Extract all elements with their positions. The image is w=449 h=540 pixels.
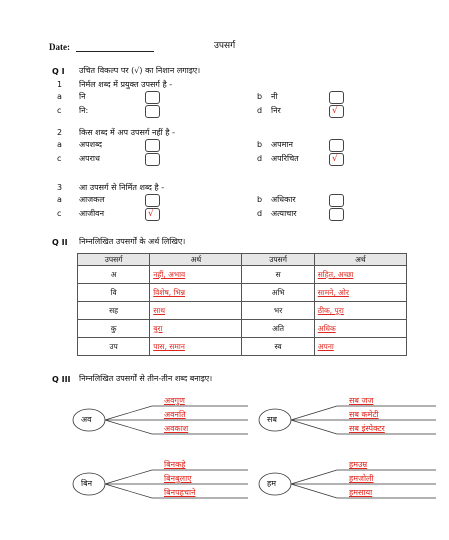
option-text: अपमान <box>271 140 293 149</box>
option-text: अपशब्द <box>79 140 103 149</box>
connector-line <box>291 420 337 434</box>
meaning-cell: नहीं, अभाव <box>150 266 242 284</box>
meaning-cell: ठीक, पूरा <box>314 302 406 320</box>
option-letter: c <box>57 209 62 218</box>
question-number: 2 <box>57 128 63 137</box>
connector-line <box>291 470 337 484</box>
prefix-cell: स्व <box>242 338 314 356</box>
prefix-cell: अति <box>242 320 314 338</box>
question-text: किस शब्द में अप उपसर्ग नहीं है - <box>79 128 175 137</box>
answer-word: सब इंस्पेक्टर <box>349 424 385 433</box>
option-text: निर <box>271 106 281 115</box>
prefix-label: अव <box>81 415 92 424</box>
prefix-cell: स <box>242 266 314 284</box>
answer-word: बिनपहचाने <box>164 488 196 497</box>
question-text: निर्मल शब्द में प्रयुक्त उपसर्ग है - <box>79 80 173 89</box>
prefix-label: हम <box>267 479 277 488</box>
prefix-cell: सह <box>78 302 150 320</box>
connector-line <box>105 470 152 484</box>
prefix-cell: अ <box>78 266 150 284</box>
meaning-cell: अपना <box>314 338 406 356</box>
answer-word: अवनति <box>164 410 186 419</box>
q1-number: Q I <box>52 67 65 76</box>
meaning-cell: सामने, ओर <box>314 284 406 302</box>
option-letter: d <box>257 154 263 163</box>
option-letter: c <box>57 106 62 115</box>
table-header-cell: अर्थ <box>314 254 406 266</box>
tick-mark-icon: √ <box>332 154 338 164</box>
date-label: Date: <box>49 42 70 52</box>
tick-mark-icon: √ <box>332 106 338 116</box>
meaning-cell: पास, समान <box>150 338 242 356</box>
answer-word: बिनबुलाए <box>164 474 192 483</box>
answer-word: सब कमेटी <box>349 410 379 419</box>
prefix-cell: उप <box>78 338 150 356</box>
connector-line <box>105 420 152 434</box>
meaning-cell: बुरा <box>150 320 242 338</box>
prefix-cell: कु <box>78 320 150 338</box>
answer-word: बिनकहे <box>164 460 186 469</box>
connector-line <box>105 484 152 498</box>
option-letter: a <box>57 195 62 204</box>
question-number: 3 <box>57 183 63 192</box>
option-text: अपरिचित <box>271 154 299 163</box>
option-text: अत्याचार <box>271 209 297 218</box>
answer-word: हमसाया <box>349 488 373 497</box>
tick-mark-icon: √ <box>148 209 154 219</box>
q1-instruction: उचित विकल्प पर (√) का निशान लगाइए। <box>79 66 201 75</box>
option-letter: d <box>257 209 263 218</box>
option-letter: a <box>57 140 62 149</box>
option-letter: d <box>257 106 263 115</box>
meaning-cell: साथ <box>150 302 242 320</box>
option-text: आजकल <box>79 195 105 204</box>
question-text: आ उपसर्ग से निर्मित शब्द है - <box>79 183 165 192</box>
option-text: आजीवन <box>79 209 105 218</box>
answer-word: हमजोली <box>349 474 374 483</box>
option-letter: a <box>57 92 62 101</box>
option-letter: b <box>257 140 263 149</box>
prefix-cell: भर <box>242 302 314 320</box>
meaning-cell: विशेष, भिन्न <box>150 284 242 302</box>
connector-line <box>105 406 152 420</box>
answer-word: अवगुण <box>164 396 185 405</box>
connector-line <box>291 484 337 498</box>
prefix-cell: वि <box>78 284 150 302</box>
prefix-cell: अभि <box>242 284 314 302</box>
option-text: नी <box>271 92 278 101</box>
q3-number: Q III <box>52 375 71 384</box>
table-header-cell: उपसर्ग <box>78 254 150 266</box>
option-letter: b <box>257 92 263 101</box>
option-text: अधिकार <box>271 195 296 204</box>
meaning-cell: सहित, अच्छा <box>314 266 406 284</box>
answer-word: सब जज <box>349 396 374 405</box>
page-title: उपसर्ग <box>214 41 236 51</box>
table-header-cell: अर्थ <box>150 254 242 266</box>
option-letter: b <box>257 195 263 204</box>
question-number: 1 <box>57 80 63 89</box>
connector-line <box>291 406 337 420</box>
option-text: नि: <box>79 106 89 115</box>
answer-word: अवकाश <box>164 424 189 433</box>
prefix-label: सब <box>267 415 277 424</box>
table-header-cell: उपसर्ग <box>242 254 314 266</box>
meaning-cell: अधिक <box>314 320 406 338</box>
option-letter: c <box>57 154 62 163</box>
q3-instruction: निम्नलिखित उपसर्गों से तीन-तीन शब्द बनाइए। <box>79 374 213 383</box>
q2-instruction: निम्नलिखित उपसर्गों के अर्थ लिखिए। <box>79 237 186 246</box>
q2-number: Q II <box>52 238 68 247</box>
prefix-label: बिन <box>81 479 93 488</box>
option-text: अपराध <box>79 154 100 163</box>
option-text: नि <box>79 92 86 101</box>
answer-word: हमउम्र <box>349 460 368 469</box>
